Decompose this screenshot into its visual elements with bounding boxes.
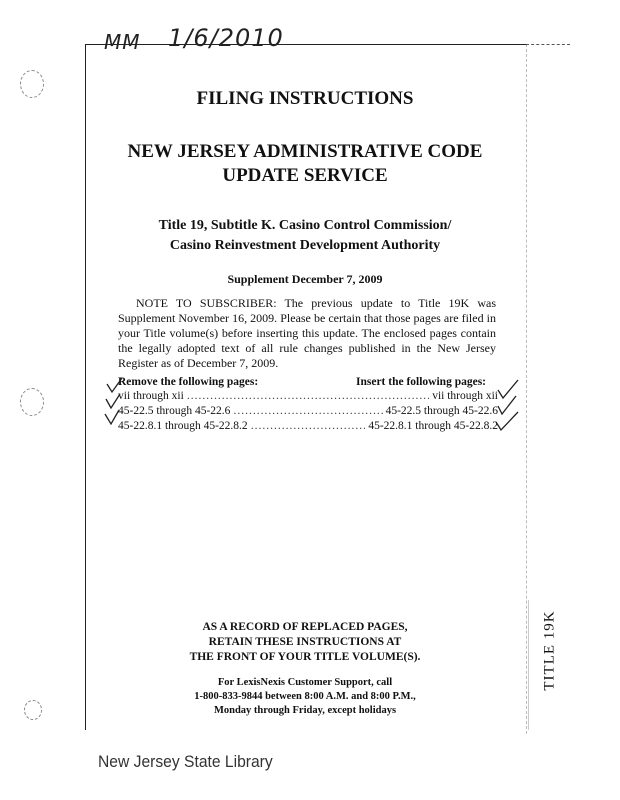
insert-pages: 45-22.5 through 45-22.6 [385, 405, 498, 417]
service-title-line1: NEW JERSEY ADMINISTRATIVE CODE [127, 141, 483, 162]
insert-pages: vii through xii [432, 390, 498, 402]
record-line1: AS A RECORD OF REPLACED PAGES, [202, 621, 408, 633]
subtitle [85, 216, 525, 256]
title-tab-label: TITLE 19K [541, 609, 558, 691]
handwritten-date: 1/6/2010 [168, 24, 284, 52]
frame-top-edge [526, 44, 570, 45]
leader-dots [233, 405, 382, 417]
handwritten-initials: MM [104, 30, 141, 54]
punch-hole-middle [20, 388, 44, 416]
insert-pages: 45-22.8.1 through 45-22.8.2 [368, 420, 498, 432]
check-marks-left-icon [104, 376, 124, 436]
supplement-date: Supplement December 7, 2009 [227, 272, 383, 286]
record-line3: THE FRONT OF YOUR TITLE VOLUME(S). [189, 651, 421, 663]
insert-column-header: Insert the following pages: [356, 376, 487, 388]
page-title: FILING INSTRUCTIONS [196, 88, 414, 109]
table-row [118, 405, 498, 417]
table-row [118, 390, 498, 402]
subtitle-line2: Casino Reinvestment Development Authority [169, 238, 441, 253]
support-line2: 1-800-833-9844 between 8:00 A.M. and 8:00 P.M., [194, 691, 416, 702]
subtitle-line1: Title 19, Subtitle K. Casino Control Commission/ [158, 218, 452, 233]
check-marks-right-icon [496, 378, 522, 434]
support-line1: For LexisNexis Customer Support, call [217, 677, 393, 688]
punch-hole-bottom [24, 700, 42, 720]
remove-column-header: Remove the following pages: [118, 376, 259, 388]
frame-right-edge [526, 44, 527, 734]
leader-dots [251, 420, 366, 432]
record-instructions [85, 620, 525, 665]
note-to-subscriber: NOTE TO SUBSCRIBER: The previous update to Title 19K was Supplement November 16, 2009. Please be certain that those pages are filed in your Title volume(s) before inserting this update. The enclosed pages contain the legally adopted text of all rule changes published in the New Jersey Register as of December 7, 2009. [118, 296, 496, 370]
remove-pages: 45-22.5 through 45-22.6 [118, 405, 231, 417]
service-title-line2: UPDATE SERVICE [222, 165, 388, 186]
table-row [118, 420, 498, 432]
library-stamp: New Jersey State Library [98, 752, 273, 771]
title-tab [536, 600, 564, 700]
service-title [85, 140, 525, 188]
customer-support [85, 676, 525, 718]
punch-hole-top [20, 70, 44, 98]
remove-pages: vii through xii [118, 390, 184, 402]
remove-pages: 45-22.8.1 through 45-22.8.2 [118, 420, 248, 432]
record-line2: RETAIN THESE INSTRUCTIONS AT [208, 636, 402, 648]
leader-dots [187, 390, 429, 402]
support-line3: Monday through Friday, except holidays [213, 705, 397, 716]
